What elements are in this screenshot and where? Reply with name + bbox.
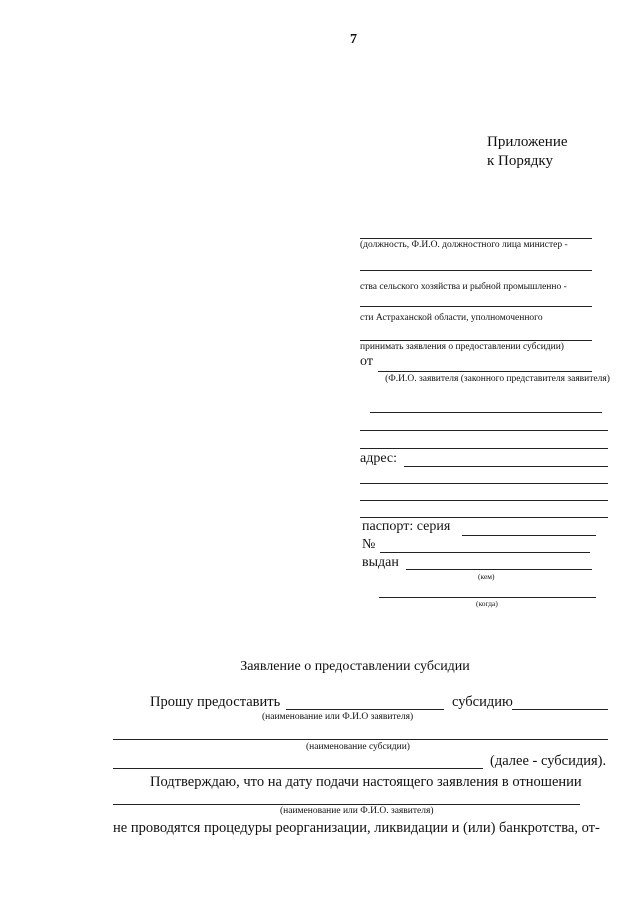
page-number: 7 [350,32,357,47]
passport-number-field[interactable] [380,552,590,553]
official-caption-3: сти Астраханской области, уполномоченного [360,313,543,323]
applicant-name-field[interactable] [378,371,592,372]
official-field-line-3[interactable] [360,306,592,307]
hereinafter-text: (далее - субсидия). [490,753,607,769]
official-caption-1: (должность, Ф.И.О. должностного лица министер - [360,240,568,250]
issued-by-field[interactable] [406,569,592,570]
continuation-text: не проводятся процедуры реорганизации, ликвидации и (или) банкротства, от- [113,820,600,836]
appendix-line-1: Приложение [487,134,568,150]
applicant-name-caption-2: (наименование или Ф.И.О. заявителя) [280,806,434,816]
subsidy-name-field-2[interactable] [113,768,483,769]
from-label: от [360,354,373,369]
address-field-line-4[interactable] [360,517,608,518]
applicant-field-line-4[interactable] [360,448,608,449]
subsidy-word: субсидию [452,694,513,710]
address-label: адрес: [360,451,398,466]
request-start: Прошу предоставить [150,694,281,710]
passport-label: паспорт: серия [362,519,451,534]
applicant-name-field-2[interactable] [286,709,444,710]
applicant-name-field-3[interactable] [113,804,580,805]
appendix-header [487,133,568,171]
applicant-name-caption: (наименование или Ф.И.О заявителя) [262,712,414,722]
passport-number-label: № [362,537,376,552]
address-field-line-2[interactable] [360,483,608,484]
issued-date-field[interactable] [379,597,596,598]
official-field-line-4[interactable] [360,340,592,341]
applicant-caption: (Ф.И.О. заявителя (законного представителя заявителя) [385,374,610,384]
applicant-field-line-3[interactable] [360,430,608,431]
address-field-line-1[interactable] [404,466,608,467]
by-whom-caption: (кем) [478,572,495,581]
address-field-line-3[interactable] [360,500,608,501]
official-caption-2: ства сельского хозяйства и рыбной промышленно - [360,282,567,292]
passport-series-field[interactable] [462,535,596,536]
issued-label: выдан [362,555,399,570]
statement-title: Заявление о предоставлении субсидии [240,659,470,674]
subsidy-field-short[interactable] [512,709,608,710]
subsidy-name-field[interactable] [113,739,608,740]
official-field-line-1[interactable] [360,238,592,239]
when-caption: (когда) [476,599,498,608]
confirm-text: Подтверждаю, что на дату подачи настоящего заявления в отношении [150,774,582,790]
official-caption-4: принимать заявления о предоставлении субсидии) [360,342,564,352]
subsidy-name-caption: (наименование субсидии) [306,742,410,752]
applicant-field-line-2[interactable] [370,412,602,413]
official-field-line-2[interactable] [360,270,592,271]
appendix-line-2: к Порядку [487,153,553,169]
